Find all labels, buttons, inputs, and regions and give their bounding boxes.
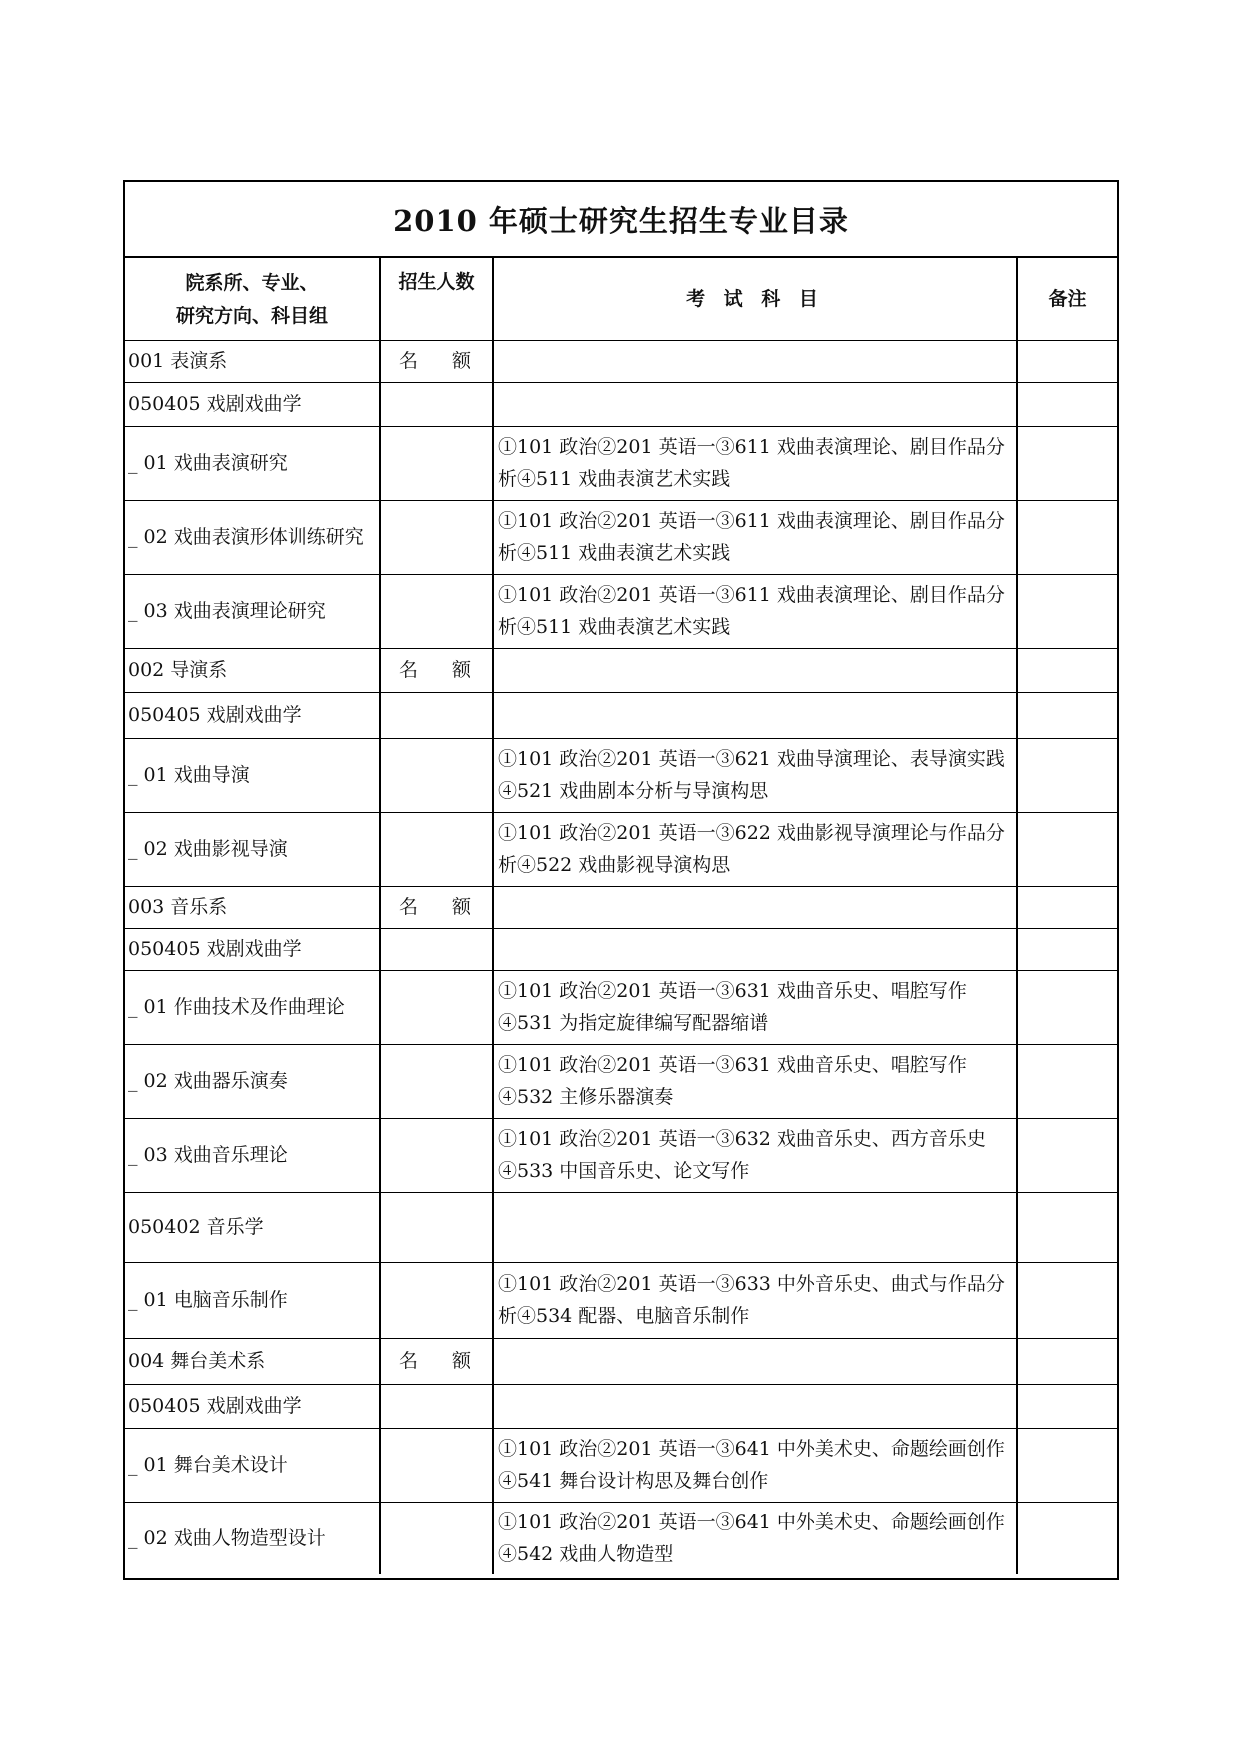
row-note-cell — [1017, 1428, 1117, 1502]
row-note-cell — [1017, 1338, 1117, 1384]
row-quota-cell: 名 额 — [380, 648, 493, 692]
row-exam-cell — [493, 692, 1017, 738]
row-note-cell — [1017, 928, 1117, 970]
table-row — [125, 1044, 1117, 1118]
row-subject-cell: 050405 戏剧戏曲学 — [125, 928, 380, 970]
row-quota-cell: 名 额 — [380, 1338, 493, 1384]
row-subject-cell: _ 01 戏曲表演研究 — [125, 426, 380, 500]
table-row — [125, 382, 1117, 426]
row-quota-cell — [380, 382, 493, 426]
table-row — [125, 1192, 1117, 1262]
row-subject-cell: _ 01 舞台美术设计 — [125, 1428, 380, 1502]
row-quota-cell — [380, 1044, 493, 1118]
table-row — [125, 1338, 1117, 1384]
row-quota-cell — [380, 1192, 493, 1262]
row-note-cell — [1017, 1118, 1117, 1192]
table-row — [125, 1428, 1117, 1502]
table-row — [125, 970, 1117, 1044]
row-note-cell — [1017, 500, 1117, 574]
row-quota-cell — [380, 1262, 493, 1338]
row-quota-cell — [380, 1118, 493, 1192]
table-row — [125, 886, 1117, 928]
row-exam-cell: ①101 政治②201 英语一③633 中外音乐史、曲式与作品分析④534 配器、电脑音乐制作 — [493, 1262, 1017, 1338]
row-note-cell — [1017, 382, 1117, 426]
row-exam-cell — [493, 340, 1017, 382]
row-note-cell — [1017, 812, 1117, 886]
table-row — [125, 1502, 1117, 1574]
row-exam-cell — [493, 886, 1017, 928]
table-row — [125, 692, 1117, 738]
row-subject-cell: 050402 音乐学 — [125, 1192, 380, 1262]
row-note-cell — [1017, 1044, 1117, 1118]
row-subject-cell: 001 表演系 — [125, 340, 380, 382]
row-subject-cell: 050405 戏剧戏曲学 — [125, 1384, 380, 1428]
row-exam-cell: ①101 政治②201 英语一③611 戏曲表演理论、剧目作品分析④511 戏曲表演艺术实践 — [493, 574, 1017, 648]
table-row — [125, 574, 1117, 648]
row-quota-cell — [380, 1502, 493, 1574]
row-exam-cell: ①101 政治②201 英语一③611 戏曲表演理论、剧目作品分析④511 戏曲表演艺术实践 — [493, 426, 1017, 500]
row-note-cell — [1017, 574, 1117, 648]
row-subject-cell: _ 02 戏曲影视导演 — [125, 812, 380, 886]
row-note-cell — [1017, 886, 1117, 928]
row-quota-cell: 名 额 — [380, 886, 493, 928]
row-subject-cell: _ 02 戏曲表演形体训练研究 — [125, 500, 380, 574]
row-exam-cell: ①101 政治②201 英语一③641 中外美术史、命题绘画创作④541 舞台设计构思及舞台创作 — [493, 1428, 1017, 1502]
row-quota-cell — [380, 426, 493, 500]
table-row — [125, 426, 1117, 500]
table-row — [125, 928, 1117, 970]
row-quota-cell: 名 额 — [380, 340, 493, 382]
catalog-body — [125, 340, 1117, 1574]
row-exam-cell: ①101 政治②201 英语一③631 戏曲音乐史、唱腔写作④532 主修乐器演奏 — [493, 1044, 1017, 1118]
row-note-cell — [1017, 1262, 1117, 1338]
row-exam-cell — [493, 928, 1017, 970]
row-note-cell — [1017, 648, 1117, 692]
table-row — [125, 1118, 1117, 1192]
row-subject-cell: 050405 戏剧戏曲学 — [125, 382, 380, 426]
header-subject-line1: 院系所、专业、 — [185, 271, 319, 294]
row-note-cell — [1017, 1502, 1117, 1574]
catalog-table — [125, 258, 1117, 1574]
row-quota-cell — [380, 738, 493, 812]
row-quota-cell — [380, 1428, 493, 1502]
row-quota-cell — [380, 500, 493, 574]
row-note-cell — [1017, 1384, 1117, 1428]
header-row — [125, 258, 1117, 340]
header-subject-line2: 研究方向、科目组 — [175, 304, 328, 327]
row-subject-cell: _ 03 戏曲表演理论研究 — [125, 574, 380, 648]
row-note-cell — [1017, 692, 1117, 738]
row-exam-cell: ①101 政治②201 英语一③622 戏曲影视导演理论与作品分析④522 戏曲影视导演构思 — [493, 812, 1017, 886]
row-subject-cell: 050405 戏剧戏曲学 — [125, 692, 380, 738]
row-note-cell — [1017, 738, 1117, 812]
row-exam-cell — [493, 382, 1017, 426]
header-exam: 考 试 科 目 — [493, 258, 1017, 340]
row-exam-cell: ①101 政治②201 英语一③641 中外美术史、命题绘画创作④542 戏曲人物造型 — [493, 1502, 1017, 1574]
row-subject-cell: _ 01 作曲技术及作曲理论 — [125, 970, 380, 1044]
row-exam-cell: ①101 政治②201 英语一③611 戏曲表演理论、剧目作品分析④511 戏曲表演艺术实践 — [493, 500, 1017, 574]
row-note-cell — [1017, 340, 1117, 382]
row-quota-cell — [380, 574, 493, 648]
row-exam-cell — [493, 1384, 1017, 1428]
row-quota-cell — [380, 1384, 493, 1428]
header-quota: 招生人数 — [380, 258, 493, 340]
table-row — [125, 738, 1117, 812]
row-quota-cell — [380, 928, 493, 970]
row-exam-cell: ①101 政治②201 英语一③632 戏曲音乐史、西方音乐史④533 中国音乐史、论文写作 — [493, 1118, 1017, 1192]
header-subject — [125, 258, 380, 340]
row-exam-cell: ①101 政治②201 英语一③621 戏曲导演理论、表导演实践④521 戏曲剧本分析与导演构思 — [493, 738, 1017, 812]
table-row — [125, 648, 1117, 692]
row-exam-cell — [493, 1338, 1017, 1384]
row-quota-cell — [380, 692, 493, 738]
row-note-cell — [1017, 426, 1117, 500]
table-row — [125, 812, 1117, 886]
row-note-cell — [1017, 970, 1117, 1044]
row-subject-cell: 002 导演系 — [125, 648, 380, 692]
row-exam-cell — [493, 648, 1017, 692]
table-row — [125, 500, 1117, 574]
table-row — [125, 1384, 1117, 1428]
row-exam-cell — [493, 1192, 1017, 1262]
row-subject-cell: _ 01 电脑音乐制作 — [125, 1262, 380, 1338]
row-subject-cell: _ 01 戏曲导演 — [125, 738, 380, 812]
row-exam-cell: ①101 政治②201 英语一③631 戏曲音乐史、唱腔写作④531 为指定旋律编写配器缩谱 — [493, 970, 1017, 1044]
catalog-frame — [123, 180, 1119, 1580]
row-subject-cell: _ 02 戏曲人物造型设计 — [125, 1502, 380, 1574]
row-subject-cell: _ 02 戏曲器乐演奏 — [125, 1044, 380, 1118]
row-quota-cell — [380, 812, 493, 886]
row-subject-cell: _ 03 戏曲音乐理论 — [125, 1118, 380, 1192]
row-subject-cell: 004 舞台美术系 — [125, 1338, 380, 1384]
row-quota-cell — [380, 970, 493, 1044]
header-note: 备注 — [1017, 258, 1117, 340]
row-note-cell — [1017, 1192, 1117, 1262]
row-subject-cell: 003 音乐系 — [125, 886, 380, 928]
table-row — [125, 340, 1117, 382]
page-title: 2010 年硕士研究生招生专业目录 — [125, 182, 1117, 258]
table-row — [125, 1262, 1117, 1338]
